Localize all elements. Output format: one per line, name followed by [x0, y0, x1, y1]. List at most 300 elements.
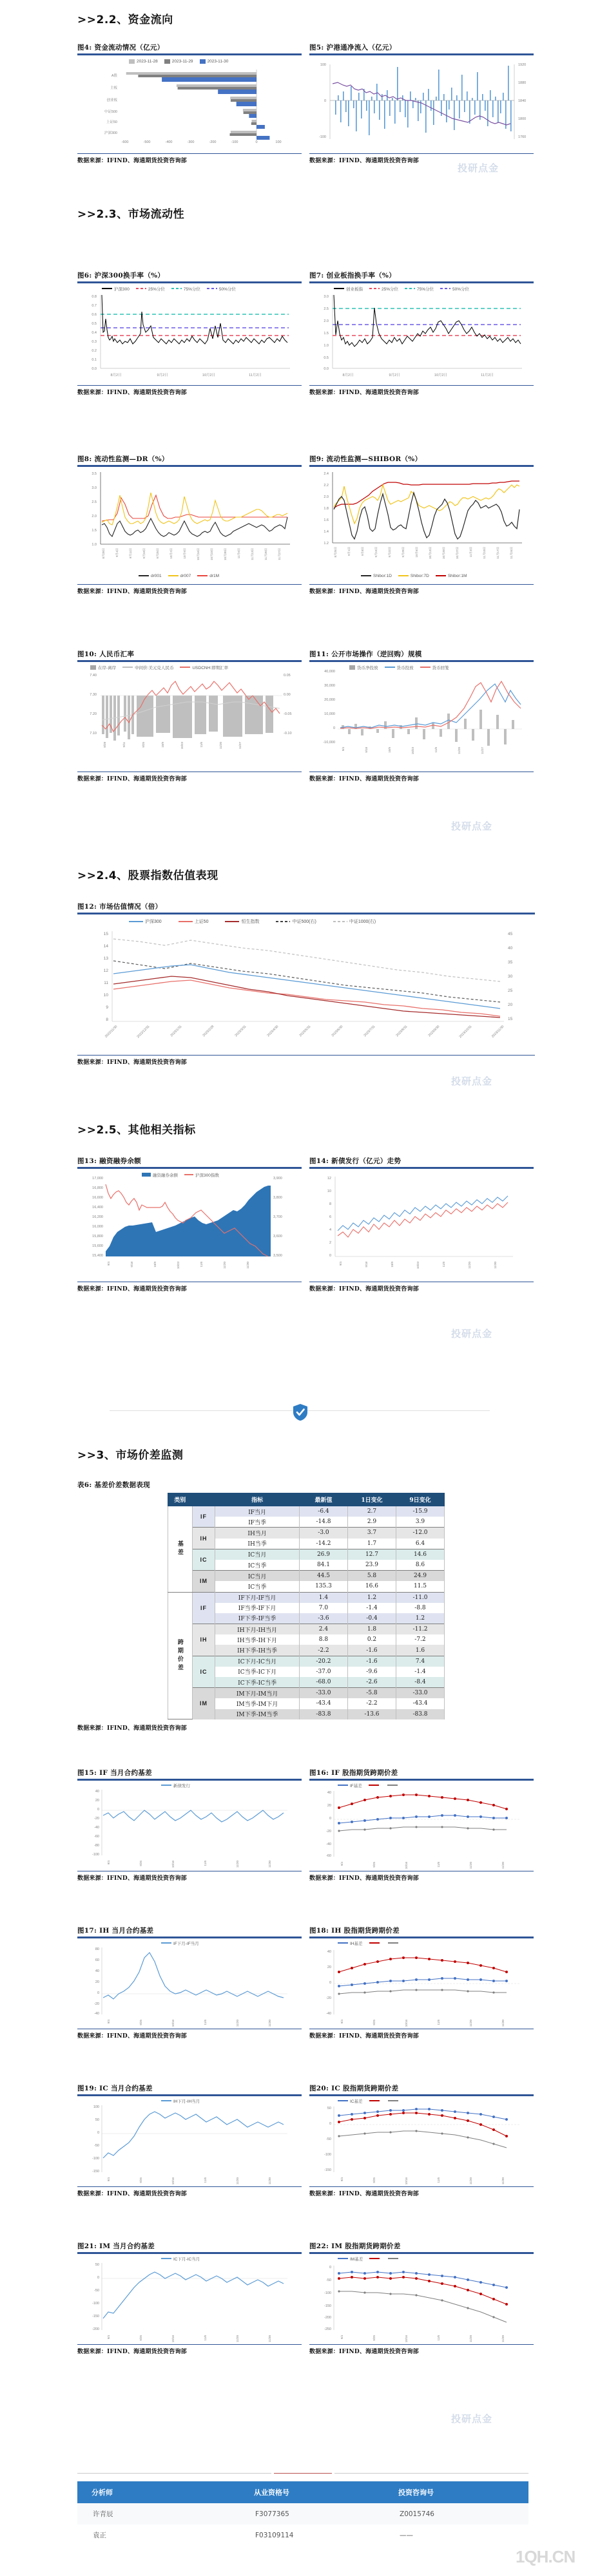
svg-text:-150: -150	[324, 2304, 331, 2308]
svg-text:2023/9/30: 2023/9/30	[427, 1024, 441, 1037]
svg-text:-40: -40	[94, 2011, 99, 2016]
cell-d9: -11.2	[396, 1624, 444, 1635]
figure-5-source: 数据来源：IFIND、海通期货投资咨询部	[309, 158, 419, 165]
legend-item: 融资融券余额	[142, 1172, 178, 1178]
figure-20-title: 图20: IC 股指期货跨期价差	[309, 2085, 399, 2092]
table-6-body	[168, 1506, 445, 1719]
svg-text:11/20: 11/20	[469, 2019, 472, 2027]
figure-10-source: 数据来源：IFIND、海通期货投资咨询部	[77, 776, 187, 783]
figure-11-plot	[309, 662, 534, 772]
th-advisory: 投资咨询号	[384, 2481, 528, 2503]
cell-latest: -2.2	[299, 1645, 347, 1656]
svg-text:8: 8	[106, 1017, 108, 1022]
svg-text:17,000: 17,000	[92, 1176, 103, 1180]
figure-11-svg	[309, 662, 534, 772]
svg-text:2023/2/28: 2023/2/28	[202, 1024, 215, 1037]
cell-d1: -2.2	[347, 1698, 396, 1709]
svg-text:11月17日: 11月17日	[496, 546, 499, 559]
figure-6-plot	[77, 283, 302, 385]
svg-text:-100: -100	[92, 2301, 99, 2306]
svg-text:8月25日: 8月25日	[334, 546, 337, 558]
watermark: 投研点金	[458, 162, 499, 174]
cell-d9: -8.8	[396, 1603, 444, 1613]
svg-text:-60: -60	[94, 1834, 99, 1839]
cell-d1: 12.7	[347, 1549, 396, 1560]
section-heading-2-2: >>2.2、资金流向	[77, 14, 173, 26]
figure-17-svg	[77, 1938, 302, 2029]
svg-text:9月29日: 9月29日	[402, 546, 405, 558]
analyst-divider	[77, 2473, 528, 2474]
figure-16-plot	[309, 1781, 534, 1871]
svg-text:11/30: 11/30	[501, 2019, 505, 2027]
svg-text:3,600: 3,600	[273, 1234, 282, 1238]
cell-d9: -7.2	[396, 1634, 444, 1645]
cell-indicator: IH下月-IH当月	[215, 1624, 300, 1635]
watermark: 投研点金	[451, 2413, 493, 2425]
svg-text:10/16: 10/16	[405, 2334, 408, 2342]
figure-13-plot	[77, 1169, 302, 1282]
svg-text:0: 0	[329, 2121, 331, 2126]
svg-text:15,800: 15,800	[92, 1234, 103, 1238]
th-group	[192, 1493, 215, 1506]
svg-text:10/9: 10/9	[153, 1261, 157, 1267]
svg-text:-0.05: -0.05	[284, 712, 292, 716]
figure-21-source: 数据来源：IFIND、海通期货投资咨询部	[77, 2349, 187, 2356]
analyst-row	[77, 2524, 528, 2546]
svg-text:2023/6/30: 2023/6/30	[331, 1024, 344, 1037]
svg-text:10/16: 10/16	[171, 2334, 175, 2342]
cell-d1: 1.7	[347, 1539, 396, 1549]
svg-text:11/20: 11/20	[458, 746, 461, 754]
svg-text:100: 100	[93, 2105, 99, 2109]
figure-9	[309, 454, 534, 595]
figure-13-source: 数据来源：IFIND、海通期货投资咨询部	[77, 1286, 187, 1293]
figure-22-svg	[309, 2254, 534, 2344]
cell-d1: 1.2	[347, 1592, 396, 1603]
cell-latest: -3.6	[299, 1613, 347, 1624]
legend-item: IM基差	[338, 2256, 363, 2262]
svg-text:9/4: 9/4	[107, 2019, 110, 2023]
cell-indicator: IC下月-IC当月	[215, 1656, 300, 1667]
svg-text:10月6日: 10月6日	[415, 546, 418, 558]
cell-indicator: IH当季-IH下月	[215, 1634, 300, 1645]
section-heading-2-4: >>2.4、股票指数估值表现	[77, 869, 218, 882]
legend-item: dr001	[139, 574, 162, 578]
figure-10	[77, 649, 302, 782]
legend-item: dr1M	[197, 574, 219, 578]
svg-text:0.8: 0.8	[92, 294, 97, 299]
svg-text:100: 100	[320, 62, 326, 67]
svg-text:-200: -200	[209, 140, 217, 144]
table-row	[168, 1528, 445, 1539]
cell-latest: 26.9	[299, 1549, 347, 1560]
svg-text:2.0: 2.0	[324, 495, 329, 499]
legend-item	[388, 2100, 400, 2101]
figure-16	[309, 1768, 534, 1882]
svg-text:11月6日: 11月6日	[237, 547, 240, 558]
cell-qualification: F03109114	[240, 2524, 384, 2546]
cell-d9: -1.4	[396, 1667, 444, 1677]
legend-item	[388, 2258, 400, 2259]
figure-7-svg	[309, 283, 534, 385]
svg-text:主板: 主板	[110, 86, 117, 90]
svg-text:10月20日: 10月20日	[442, 546, 445, 559]
svg-text:8月2日: 8月2日	[342, 373, 354, 377]
legend-item: 上证50	[179, 918, 209, 925]
figure-12	[77, 902, 535, 1066]
cell-indicator: IM下月-IM当月	[215, 1688, 300, 1699]
cell-d1: -0.4	[347, 1613, 396, 1624]
svg-text:-20: -20	[326, 1829, 331, 1833]
svg-text:-600: -600	[121, 140, 129, 144]
svg-text:3,700: 3,700	[273, 1215, 282, 1219]
cell-latest: -83.8	[299, 1709, 347, 1719]
svg-text:1.0: 1.0	[324, 343, 329, 348]
cell-indicator: IH下季-IH当季	[215, 1645, 300, 1656]
figure-21-title: 图21: IM 当月合约基差	[77, 2242, 155, 2250]
svg-text:9/25: 9/25	[139, 2019, 142, 2025]
cell-indicator: IC当月	[215, 1549, 300, 1560]
svg-text:1880: 1880	[518, 80, 527, 85]
svg-text:11/20: 11/20	[469, 2177, 472, 2184]
figure-14-source: 数据来源：IFIND、海通期货投资咨询部	[309, 1286, 419, 1293]
svg-text:11/30: 11/30	[268, 2019, 271, 2027]
cell-d9: -15.9	[396, 1506, 444, 1517]
svg-text:10月9日: 10月9日	[183, 547, 186, 559]
svg-text:-40: -40	[326, 2011, 331, 2016]
legend-item: IC基差	[338, 2098, 363, 2104]
legend-item: IH基差	[338, 1940, 363, 1946]
svg-text:9月11日: 9月11日	[129, 547, 132, 558]
svg-text:0: 0	[97, 2130, 99, 2135]
figure-19-legend	[161, 2098, 200, 2104]
svg-text:9月25日: 9月25日	[156, 547, 159, 559]
figure-4-legend	[129, 59, 228, 64]
figure-6-bottom-rule	[77, 385, 302, 386]
svg-text:20: 20	[327, 1803, 331, 1808]
figure-4	[77, 43, 302, 164]
svg-text:11月27日: 11月27日	[278, 547, 281, 560]
figure-16-title: 图16: IF 股指期货跨期价差	[309, 1769, 398, 1777]
svg-text:9/4: 9/4	[107, 1261, 110, 1265]
section-heading-2-5: >>2.5、其他相关指标	[77, 1124, 196, 1137]
svg-text:-50: -50	[326, 2137, 331, 2141]
th-category: 类别	[168, 1493, 193, 1506]
cell-d1: 23.9	[347, 1560, 396, 1571]
figure-15-title: 图15: IF 当月合约基差	[77, 1769, 152, 1777]
svg-text:1920: 1920	[518, 62, 527, 67]
svg-text:10/9: 10/9	[391, 1261, 394, 1267]
cell-group: IC	[192, 1656, 215, 1688]
watermark: 投研点金	[451, 1328, 493, 1340]
svg-text:10/16: 10/16	[171, 2177, 175, 2184]
figure-14-svg	[309, 1169, 534, 1282]
figure-22-source: 数据来源：IFIND、海通期货投资咨询部	[309, 2349, 419, 2356]
svg-text:10月27日: 10月27日	[456, 546, 459, 559]
svg-text:-500: -500	[143, 140, 151, 144]
svg-text:-40: -40	[326, 1842, 331, 1846]
figure-7-plot	[309, 283, 534, 385]
svg-text:2023/5/31: 2023/5/31	[298, 1024, 312, 1037]
cell-d1: 2.9	[347, 1517, 396, 1528]
cell-d9: -11.0	[396, 1592, 444, 1603]
cell-d1: 16.6	[347, 1581, 396, 1592]
svg-text:11/6: 11/6	[204, 1860, 207, 1866]
figure-8-bottom-rule	[77, 584, 302, 585]
svg-text:40: 40	[327, 1790, 331, 1795]
cell-category: 基差	[168, 1506, 193, 1593]
svg-text:11/6: 11/6	[200, 1261, 203, 1267]
svg-text:11/30: 11/30	[501, 2334, 505, 2342]
cell-d9: 1.6	[396, 1645, 444, 1656]
svg-text:10/16: 10/16	[171, 2019, 175, 2027]
legend-item: 沪深300指数	[184, 1172, 219, 1178]
cell-d1: 0.2	[347, 1634, 396, 1645]
svg-text:50: 50	[95, 2117, 99, 2122]
svg-text:16,000: 16,000	[92, 1224, 103, 1229]
cell-d1: 5.8	[347, 1571, 396, 1582]
legend-item: 2023-11-29	[164, 59, 193, 64]
figure-13-bottom-rule	[77, 1282, 302, 1283]
svg-text:11/6: 11/6	[204, 2177, 207, 2183]
svg-text:10/16: 10/16	[405, 1861, 408, 1869]
svg-text:8: 8	[329, 1202, 331, 1206]
svg-text:11/30: 11/30	[501, 2177, 505, 2184]
figure-7-source: 数据来源：IFIND、海通期货投资咨询部	[309, 390, 419, 397]
svg-text:2023/10/31: 2023/10/31	[458, 1024, 473, 1039]
figure-7-legend	[334, 286, 469, 292]
figure-9-plot	[309, 467, 534, 584]
svg-text:14: 14	[103, 943, 108, 949]
cell-d1: -2.6	[347, 1677, 396, 1688]
svg-text:11/6: 11/6	[204, 2019, 207, 2025]
figure-21-svg	[77, 2254, 302, 2344]
legend-item: 沪深300	[129, 918, 162, 925]
watermark: 投研点金	[451, 820, 493, 832]
cell-indicator: IH当季	[215, 1539, 300, 1549]
svg-text:-40: -40	[94, 1825, 99, 1830]
figure-19-source: 数据来源：IFIND、海通期货投资咨询部	[77, 2191, 187, 2198]
table-6-title: 表6: 基差价差数据表现	[77, 1481, 150, 1489]
svg-text:上证50: 上证50	[106, 120, 117, 124]
divider-right	[334, 2473, 528, 2474]
svg-text:-80: -80	[94, 1843, 99, 1848]
svg-text:-150: -150	[92, 2169, 99, 2174]
svg-text:10月30日: 10月30日	[224, 547, 227, 560]
cell-d9: 3.9	[396, 1517, 444, 1528]
figure-19	[77, 2083, 302, 2197]
figure-13-svg	[77, 1169, 302, 1282]
svg-text:10/23: 10/23	[411, 746, 414, 754]
cell-indicator: IF当季-IF下月	[215, 1603, 300, 1613]
svg-text:10月13日: 10月13日	[429, 546, 432, 559]
svg-text:7.40: 7.40	[90, 673, 97, 677]
svg-text:12: 12	[103, 968, 108, 973]
figure-12-bottom-rule	[77, 1055, 535, 1056]
figure-17-source: 数据来源：IFIND、海通期货投资咨询部	[77, 2033, 187, 2040]
svg-text:11/30: 11/30	[268, 2334, 271, 2342]
svg-text:20: 20	[95, 1798, 99, 1803]
svg-text:11/6: 11/6	[437, 2019, 440, 2025]
svg-text:10月23日: 10月23日	[210, 547, 213, 560]
svg-text:0: 0	[329, 1816, 331, 1821]
svg-text:30: 30	[508, 974, 513, 979]
figure-20-legend	[338, 2098, 400, 2104]
svg-text:50: 50	[95, 2262, 99, 2267]
cell-indicator: IH当月	[215, 1528, 300, 1539]
svg-text:1.4: 1.4	[324, 529, 329, 534]
svg-text:40: 40	[327, 1949, 331, 1954]
figure-11	[309, 649, 534, 782]
legend-item: 创业板指	[334, 286, 363, 292]
svg-text:2.2: 2.2	[324, 483, 329, 488]
svg-text:1760: 1760	[518, 135, 527, 139]
svg-text:3,900: 3,900	[273, 1176, 282, 1180]
svg-text:-20: -20	[94, 1816, 99, 1821]
figure-11-title: 图11: 公开市场操作（逆回购）规模	[309, 650, 422, 658]
table-header-row	[168, 1493, 445, 1506]
svg-text:10/16: 10/16	[405, 2019, 408, 2027]
svg-text:10: 10	[103, 992, 108, 998]
figure-16-svg	[309, 1781, 534, 1871]
figure-5-title: 图5: 沪港通净流入（亿元）	[309, 44, 396, 52]
th-d1: 1日变化	[347, 1493, 396, 1506]
cell-latest: 7.0	[299, 1603, 347, 1613]
svg-text:9月8日: 9月8日	[361, 546, 364, 556]
cell-d1: 1.8	[347, 1624, 396, 1635]
figure-8-legend	[139, 574, 219, 578]
svg-text:40: 40	[95, 1969, 99, 1973]
legend-item	[388, 1942, 400, 1944]
svg-text:10月2日: 10月2日	[434, 373, 448, 377]
svg-text:15,400: 15,400	[92, 1253, 103, 1258]
legend-item: 50%分位	[207, 286, 236, 292]
th-d9: 9日变化	[396, 1493, 444, 1506]
figure-14	[309, 1156, 534, 1293]
svg-text:-50: -50	[94, 2143, 99, 2148]
figure-14-plot	[309, 1169, 534, 1282]
cell-d9: 6.4	[396, 1539, 444, 1549]
svg-text:15,600: 15,600	[92, 1244, 103, 1248]
cell-indicator: IF当季	[215, 1517, 300, 1528]
figure-6-title: 图6: 沪深300换手率（%）	[77, 272, 165, 279]
figure-8	[77, 454, 302, 595]
svg-text:9/18: 9/18	[365, 1261, 368, 1267]
svg-text:15: 15	[508, 1016, 513, 1021]
figure-22-plot	[309, 2254, 534, 2344]
svg-text:2.0: 2.0	[324, 319, 329, 323]
svg-text:-150: -150	[324, 2168, 331, 2172]
svg-text:-300: -300	[187, 140, 195, 144]
svg-text:9/4: 9/4	[107, 1860, 110, 1864]
figure-10-legend	[90, 665, 228, 670]
svg-text:9/4: 9/4	[107, 2334, 110, 2339]
figure-9-svg	[309, 467, 534, 584]
analyst-header-row	[77, 2481, 528, 2503]
svg-text:1.6: 1.6	[324, 518, 329, 522]
figure-8-title: 图8: 流动性监测—DR（%）	[77, 455, 169, 463]
svg-text:0.1: 0.1	[92, 357, 97, 362]
cell-d1: -5.8	[347, 1688, 396, 1699]
svg-text:11/20: 11/20	[468, 1261, 471, 1269]
svg-text:2023/3/31: 2023/3/31	[234, 1024, 247, 1037]
figure-8-svg	[77, 467, 302, 584]
svg-text:9/25: 9/25	[373, 2177, 376, 2183]
legend-item: 货币净投放	[349, 665, 378, 670]
cell-analyst-name: 袁正	[77, 2524, 240, 2546]
legend-item: 中证1000(右)	[333, 918, 376, 925]
svg-text:1.2: 1.2	[324, 541, 329, 545]
legend-item: Shibor:7D	[398, 574, 429, 578]
analyst-table	[77, 2481, 528, 2546]
svg-text:11/30: 11/30	[268, 2177, 271, 2184]
svg-text:40: 40	[95, 1789, 99, 1794]
svg-text:-150: -150	[92, 2314, 99, 2318]
legend-item	[387, 1785, 400, 1786]
figure-22	[309, 2241, 534, 2355]
svg-text:7.30: 7.30	[90, 692, 97, 697]
figure-4-bottom-rule	[77, 153, 302, 155]
svg-text:11/6: 11/6	[442, 1261, 445, 1267]
legend-item: 沪深300	[102, 286, 130, 292]
basis-spread-table	[168, 1493, 445, 1719]
figure-9-bottom-rule	[309, 584, 534, 585]
svg-text:9月2日: 9月2日	[157, 373, 168, 377]
table-6-source: 数据来源：IFIND、海通期货投资咨询部	[77, 1725, 187, 1732]
cell-d9: 8.6	[396, 1560, 444, 1571]
figure-18-title: 图18: IH 股指期货跨期价差	[309, 1927, 400, 1935]
svg-text:10/9: 10/9	[388, 746, 391, 753]
cell-latest: -43.4	[299, 1698, 347, 1709]
svg-text:2023/1/31: 2023/1/31	[169, 1024, 183, 1037]
cell-latest: 135.3	[299, 1581, 347, 1592]
cell-advisory: Z0015746	[384, 2503, 528, 2524]
svg-text:9/4: 9/4	[340, 2177, 344, 2181]
cell-d1: 2.7	[347, 1506, 396, 1517]
svg-text:11月2日: 11月2日	[481, 373, 494, 377]
legend-item	[369, 2258, 382, 2259]
figure-22-title: 图22: IM 股指期货跨期价差	[309, 2242, 401, 2250]
svg-text:11月10日: 11月10日	[483, 546, 486, 559]
svg-text:40: 40	[508, 945, 513, 951]
svg-text:9/4: 9/4	[340, 2334, 344, 2339]
divider-left	[77, 2473, 271, 2474]
cell-latest: -14.2	[299, 1539, 347, 1549]
svg-text:7.20: 7.20	[90, 712, 97, 716]
svg-text:8月2日: 8月2日	[110, 373, 122, 377]
svg-text:0.5: 0.5	[92, 321, 97, 326]
figure-7-bottom-rule	[309, 385, 534, 386]
figure-7-title: 图7: 创业板指换手率（%）	[309, 272, 396, 279]
svg-text:11/20: 11/20	[236, 2177, 239, 2184]
svg-text:10/9: 10/9	[161, 741, 164, 748]
svg-text:25: 25	[508, 988, 513, 993]
cell-d1: -9.6	[347, 1667, 396, 1677]
svg-text:2.5: 2.5	[324, 307, 329, 311]
legend-item: 50%分位	[440, 286, 469, 292]
svg-text:9/18: 9/18	[365, 746, 368, 753]
svg-text:-400: -400	[165, 140, 173, 144]
th-qualification: 从业资格号	[240, 2481, 384, 2503]
figure-17-plot	[77, 1938, 302, 2029]
legend-item: 中证500(右)	[276, 918, 316, 925]
svg-text:10,000: 10,000	[324, 712, 335, 716]
figure-15-legend	[161, 1783, 190, 1788]
cell-indicator: IF下季-IF当季	[215, 1613, 300, 1624]
svg-text:-100: -100	[231, 140, 238, 144]
cell-group: IF	[192, 1592, 215, 1624]
figure-10-plot	[77, 662, 302, 772]
